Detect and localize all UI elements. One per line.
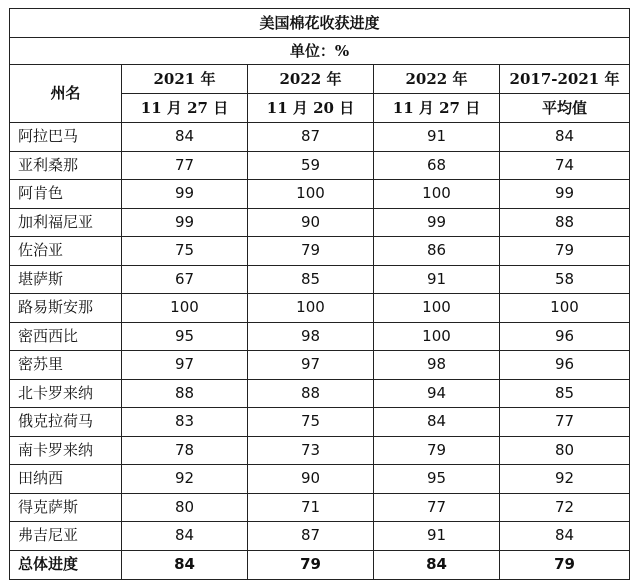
progress-value-cell: 77 <box>500 408 630 437</box>
progress-value-cell: 58 <box>500 265 630 294</box>
state-name-cell: 密西西比 <box>10 322 122 351</box>
progress-value-cell: 78 <box>122 436 248 465</box>
progress-value-cell: 100 <box>374 322 500 351</box>
progress-value-cell: 87 <box>248 123 374 152</box>
state-name-cell: 阿拉巴马 <box>10 123 122 152</box>
total-label-cell: 总体进度 <box>10 550 122 579</box>
total-value-cell: 79 <box>500 550 630 579</box>
progress-value-cell: 88 <box>122 379 248 408</box>
progress-value-cell: 96 <box>500 322 630 351</box>
progress-value-cell: 84 <box>500 123 630 152</box>
progress-value-cell: 79 <box>500 237 630 266</box>
table-row <box>10 465 630 494</box>
progress-value-cell: 92 <box>500 465 630 494</box>
progress-value-cell: 98 <box>374 351 500 380</box>
state-name-cell: 俄克拉荷马 <box>10 408 122 437</box>
progress-value-cell: 91 <box>374 123 500 152</box>
progress-value-cell: 99 <box>500 180 630 209</box>
column-year-header: 2022 年 <box>374 65 500 94</box>
state-name-cell: 加利福尼亚 <box>10 208 122 237</box>
progress-value-cell: 100 <box>122 294 248 323</box>
state-name-cell: 亚利桑那 <box>10 151 122 180</box>
progress-value-cell: 99 <box>122 208 248 237</box>
progress-value-cell: 100 <box>374 294 500 323</box>
state-name-cell: 弗吉尼亚 <box>10 522 122 551</box>
unit-row <box>10 38 630 65</box>
progress-value-cell: 77 <box>374 493 500 522</box>
progress-value-cell: 100 <box>248 294 374 323</box>
state-name-cell: 田纳西 <box>10 465 122 494</box>
state-name-cell: 南卡罗来纳 <box>10 436 122 465</box>
progress-value-cell: 68 <box>374 151 500 180</box>
state-column-header: 州名 <box>10 65 122 123</box>
progress-value-cell: 84 <box>500 522 630 551</box>
progress-value-cell: 73 <box>248 436 374 465</box>
total-value-cell: 84 <box>122 550 248 579</box>
progress-value-cell: 90 <box>248 208 374 237</box>
total-row <box>10 550 630 579</box>
state-name-cell: 北卡罗来纳 <box>10 379 122 408</box>
table-row <box>10 322 630 351</box>
progress-value-cell: 80 <box>500 436 630 465</box>
progress-value-cell: 71 <box>248 493 374 522</box>
total-value-cell: 79 <box>248 550 374 579</box>
table-title-row <box>10 9 630 38</box>
progress-value-cell: 99 <box>374 208 500 237</box>
total-value-cell: 84 <box>374 550 500 579</box>
progress-value-cell: 75 <box>248 408 374 437</box>
state-name-cell: 佐治亚 <box>10 237 122 266</box>
progress-value-cell: 91 <box>374 265 500 294</box>
progress-value-cell: 95 <box>374 465 500 494</box>
table-title: 美国棉花收获进度 <box>10 9 630 38</box>
progress-value-cell: 79 <box>374 436 500 465</box>
state-name-cell: 得克萨斯 <box>10 493 122 522</box>
table-row <box>10 208 630 237</box>
progress-value-cell: 77 <box>122 151 248 180</box>
progress-value-cell: 100 <box>374 180 500 209</box>
state-name-cell: 路易斯安那 <box>10 294 122 323</box>
progress-value-cell: 79 <box>248 237 374 266</box>
progress-value-cell: 100 <box>500 294 630 323</box>
progress-value-cell: 84 <box>122 123 248 152</box>
cotton-harvest-progress-table <box>9 8 630 580</box>
progress-value-cell: 85 <box>500 379 630 408</box>
column-date-header: 11 月 27 日 <box>122 94 248 123</box>
progress-value-cell: 85 <box>248 265 374 294</box>
progress-value-cell: 95 <box>122 322 248 351</box>
progress-value-cell: 98 <box>248 322 374 351</box>
progress-value-cell: 88 <box>248 379 374 408</box>
progress-value-cell: 97 <box>122 351 248 380</box>
progress-value-cell: 72 <box>500 493 630 522</box>
table-row <box>10 180 630 209</box>
progress-value-cell: 91 <box>374 522 500 551</box>
progress-value-cell: 80 <box>122 493 248 522</box>
progress-value-cell: 74 <box>500 151 630 180</box>
progress-value-cell: 59 <box>248 151 374 180</box>
column-date-header: 11 月 27 日 <box>374 94 500 123</box>
progress-value-cell: 84 <box>374 408 500 437</box>
table-row <box>10 408 630 437</box>
progress-value-cell: 67 <box>122 265 248 294</box>
table-row <box>10 123 630 152</box>
progress-value-cell: 83 <box>122 408 248 437</box>
unit-label: 单位：% <box>10 38 630 65</box>
table-row <box>10 351 630 380</box>
table-row <box>10 294 630 323</box>
progress-value-cell: 87 <box>248 522 374 551</box>
column-year-header: 2017-2021 年 <box>500 65 630 94</box>
progress-value-cell: 92 <box>122 465 248 494</box>
column-date-header: 11 月 20 日 <box>248 94 374 123</box>
table-row <box>10 436 630 465</box>
progress-value-cell: 90 <box>248 465 374 494</box>
progress-value-cell: 99 <box>122 180 248 209</box>
progress-value-cell: 97 <box>248 351 374 380</box>
table-row <box>10 493 630 522</box>
header-row-year <box>10 65 630 94</box>
column-date-header: 平均值 <box>500 94 630 123</box>
state-name-cell: 密苏里 <box>10 351 122 380</box>
table-row <box>10 237 630 266</box>
table-row <box>10 265 630 294</box>
progress-value-cell: 100 <box>248 180 374 209</box>
progress-value-cell: 96 <box>500 351 630 380</box>
table-row <box>10 151 630 180</box>
progress-value-cell: 94 <box>374 379 500 408</box>
column-year-header: 2021 年 <box>122 65 248 94</box>
state-name-cell: 阿肯色 <box>10 180 122 209</box>
table-row <box>10 379 630 408</box>
table-row <box>10 522 630 551</box>
progress-value-cell: 75 <box>122 237 248 266</box>
progress-value-cell: 86 <box>374 237 500 266</box>
progress-value-cell: 88 <box>500 208 630 237</box>
state-name-cell: 堪萨斯 <box>10 265 122 294</box>
column-year-header: 2022 年 <box>248 65 374 94</box>
progress-value-cell: 84 <box>122 522 248 551</box>
